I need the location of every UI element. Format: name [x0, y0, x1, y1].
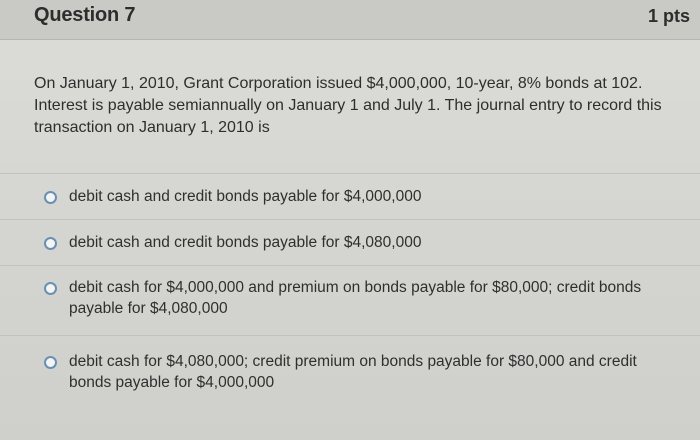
answer-label[interactable]: debit cash for $4,080,000; credit premium on bonds payable for $80,000 and credit bonds payable for $4,000,000 [69, 353, 637, 391]
answer-label[interactable]: debit cash and credit bonds payable for $4,080,000 [69, 234, 422, 251]
radio-button-icon[interactable] [44, 237, 57, 250]
question-text: On January 1, 2010, Grant Corporation issued $4,000,000, 10-year, 8% bonds at 102. Interest is payable semiannually on January 1 and July 1. The journal entry to record this transaction on January 1, 2010 is [34, 75, 662, 136]
radio-button-icon[interactable] [44, 356, 57, 369]
radio-button-icon[interactable] [44, 191, 57, 204]
answer-label[interactable]: debit cash for $4,000,000 and premium on bonds payable for $80,000; credit bonds payable for $4,080,000 [69, 279, 642, 317]
answer-option-4[interactable] [0, 335, 700, 415]
answer-option-2[interactable] [0, 219, 700, 265]
answer-option-3[interactable] [0, 265, 700, 335]
question-header [0, 0, 700, 40]
question-points: 1 pts [647, 6, 690, 26]
answer-label[interactable]: debit cash and credit bonds payable for $4,000,000 [69, 188, 422, 205]
question-title: Question 7 [34, 4, 136, 26]
radio-button-icon[interactable] [44, 282, 57, 295]
answer-option-1[interactable] [0, 173, 700, 219]
